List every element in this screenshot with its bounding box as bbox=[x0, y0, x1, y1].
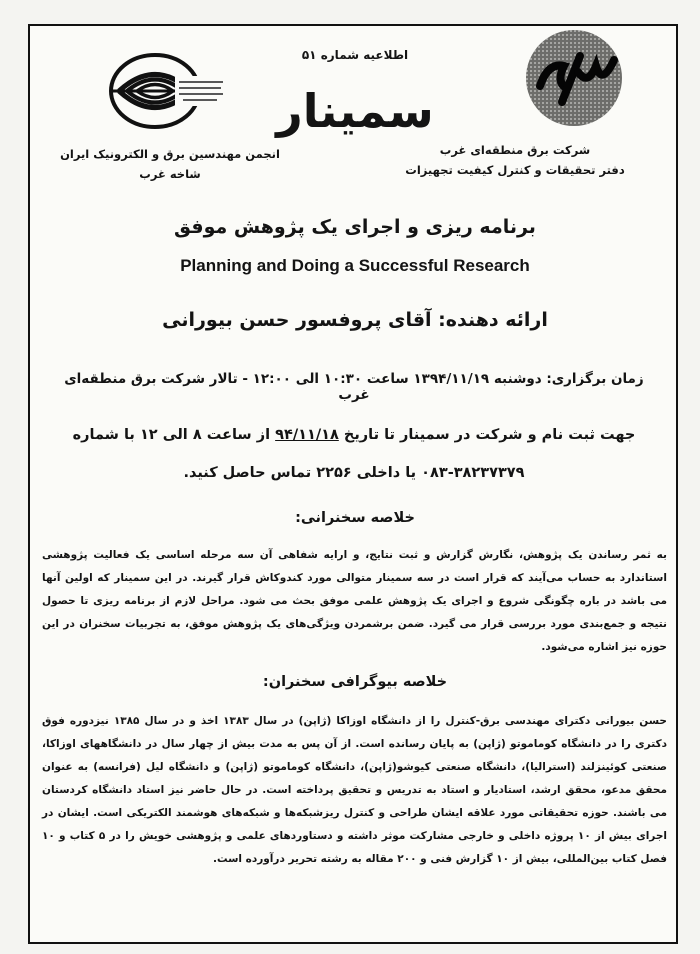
association-name-line2: شاخه غرب bbox=[139, 167, 201, 181]
registration-line2: ۰۸۳-۳۸۲۳۷۳۷۹ یا داخلی ۲۲۵۶ تماس حاصل کنید. bbox=[183, 465, 525, 481]
bio-text: حسن بیورانی دکترای مهندسی برق-کنترل را از دانشگاه اوزاکا (ژاپن) در سال ۱۳۸۳ اخذ و در سال ۱۳۸۵ نیزدوره فوق دکتری را در دانشگاه کوماموتو (ژاپن) به پایان رسانده است. از آن پس به مدت بیش از چهار سال در دانشگاههای اوزاکا، صنعتی کوئینزلند (استرالیا)، دانشگاه صنعتی کیوشو(ژاپن)، دانشگاه کوماموتو (ژاپن) و دانشگاه لیل (فرانسه) به عنوان محقق مدعو، محقق ارشد، استادیار و استاد به تدریس و تحقیق پرداخته است. در حال حاضر نیز استاد دانشگاه کردستان می باشند. حوزه تحقیقاتی مورد علاقه ایشان طراحی و کنترل ریزشبکه‌ها و شبکه‌های هوشمند الکتریکی است. ایشان در اجرای بیش از ۱۰ پروژه داخلی و خارجی مشارکت موثر داشته و دستاوردهای علمی و پژوهشی خویش را در ۵ کتاب و ۱۰ فصل کتاب بین‌المللی، بیش از ۱۰ گزارش فنی و ۲۰۰ مقاله به رشته تحریر درآورده است. bbox=[42, 715, 667, 865]
registration-info bbox=[50, 416, 658, 492]
company-name bbox=[390, 140, 640, 180]
summary-heading: خلاصه سخنرانی: bbox=[295, 510, 415, 526]
registration-line1 bbox=[50, 416, 658, 454]
notice-number: اطلاعیه شماره ۵۱ bbox=[301, 48, 409, 62]
association-logo-icon bbox=[105, 46, 230, 136]
summary-text: به ثمر رساندن یک پژوهش، نگارش گزارش و ثبت نتایج، و ارایه شفاهی آن سه مرحله اساسی یک فعالیت پژوهشی استاندارد به حساب می‌آیند که قرار است در سه سمینار متوالی مورد کندوکاش قرار گیرند. در این سمینار که اولین آنها می باشد در باره چگونگی شروع و اجرای یک پژوهش علمی موفق بحث می شود. مراحل لازم از برنامه ریزی تا حصول نتیجه و جمع‌بندی مورد بررسی قرار می گیرد. ضمن برشمردن ویژگی‌های یک پژوهش موفق، به تجربیات سخنران در این حوزه نیز اشاره می‌شود. bbox=[42, 549, 667, 653]
association-name-line1: انجمن مهندسین برق و الکترونیک ایران bbox=[60, 147, 280, 161]
company-name-line1: شرکت برق منطقه‌ای غرب bbox=[439, 143, 591, 157]
company-name-line2: دفتر تحقیقات و کنترل کیفیت تجهیزات bbox=[405, 163, 625, 177]
seminar-announcement-page bbox=[28, 24, 678, 944]
bio-heading: خلاصه بیوگرافی سخنران: bbox=[262, 674, 448, 690]
association-name bbox=[60, 144, 280, 184]
seminar-heading: سمینار bbox=[276, 84, 434, 138]
company-logo-icon bbox=[522, 26, 627, 131]
registration-deadline: ۹۴/۱۱/۱۸ bbox=[275, 427, 339, 443]
title-persian: برنامه ریزی و اجرای یک پژوهش موفق bbox=[174, 216, 536, 238]
registration-text-part2: از ساعت ۸ الی ۱۲ با شماره bbox=[72, 427, 271, 443]
schedule-line: زمان برگزاری: دوشنبه ۱۳۹۴/۱۱/۱۹ ساعت ۱۰:۳۰ الی ۱۲:۰۰ - تالار شرکت برق منطقه‌ای غرب bbox=[64, 371, 644, 403]
title-english: Planning and Doing a Successful Research bbox=[180, 256, 530, 275]
registration-text-part1: جهت ثبت نام و شرکت در سمینار تا تاریخ bbox=[343, 427, 636, 443]
presenter: ارائه دهنده: آقای پروفسور حسن بیورانی bbox=[162, 309, 548, 331]
